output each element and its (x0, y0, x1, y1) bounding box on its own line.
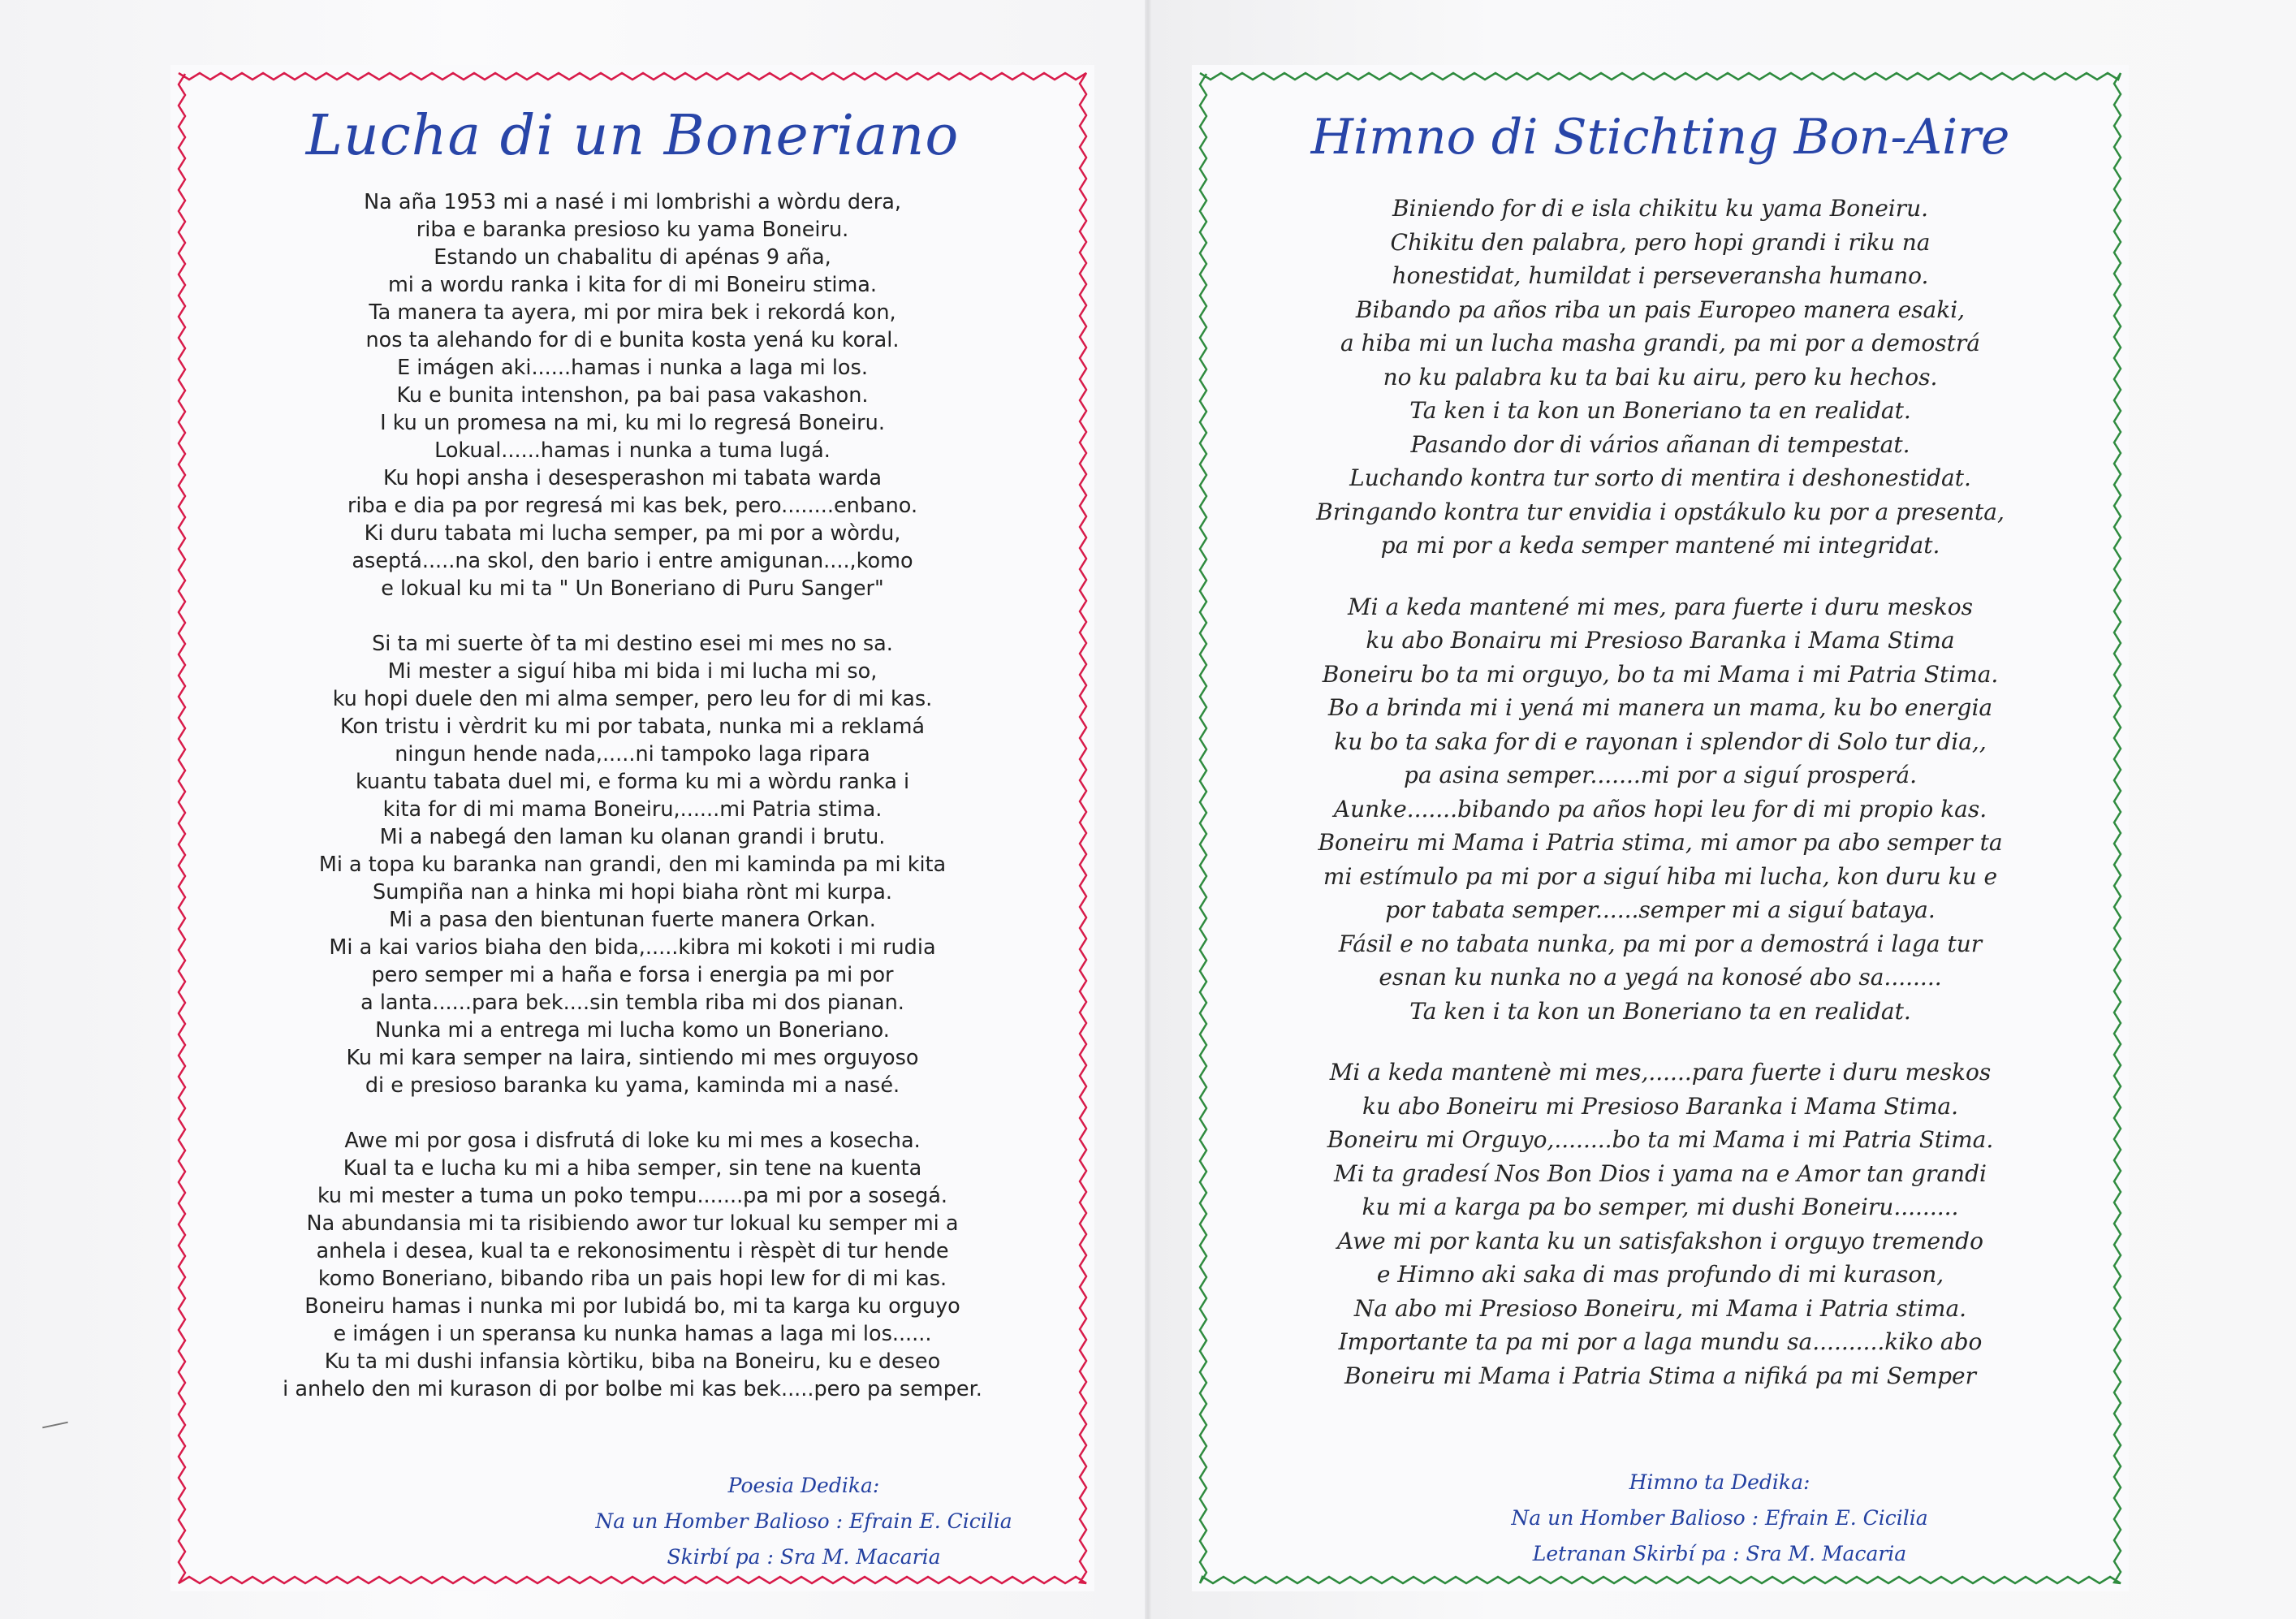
poem-line: Mi a topa ku baranka nan grandi, den mi kaminda pa mi kita (318, 853, 947, 877)
poem-line: Na abundansia mi ta risibiendo awor tur lokual ku semper mi a (306, 1211, 959, 1236)
poem-line: Na abo mi Presioso Boneiru, mi Mama i Patria stima. (1353, 1294, 1967, 1322)
poem-line: pero semper mi a haña e forsa i energia pa mi por (371, 963, 894, 987)
poem-line: Mi a keda mantené mi mes, para fuerte i duru meskos (1348, 593, 1973, 620)
poem-line: Mi a pasa den bientunan fuerte manera Orkan. (389, 908, 876, 932)
poem-line: Ku ta mi dushi infansia kòrtiku, biba na Boneiru, ku e deseo (324, 1349, 941, 1374)
poem-line: Ta manera ta ayera, mi por mira bek i rekordá kon, (369, 300, 896, 325)
poem-line: pa asina semper.......mi por a siguí prosperá. (1404, 762, 1917, 788)
poem-line: ku abo Boneiru mi Presioso Baranka i Mama Stima. (1362, 1092, 1958, 1120)
dedication-line: Poesia Dedika: (727, 1474, 880, 1497)
left-poem-body (170, 188, 1094, 1403)
poem-line: Na aña 1953 mi a nasé i mi lombrishi a wòrdu dera, (364, 190, 901, 214)
poem-line: Bringando kontra tur envidia i opstákulo ku por a presenta, (1316, 498, 2005, 525)
poem-line: Boneiru mi Orguyo,........bo ta mi Mama i mi Patria Stima. (1327, 1126, 1994, 1153)
poem-line: Aunke.......bibando pa años hopi leu for di mi propio kas. (1333, 795, 1987, 822)
poem-line: Fásil e no tabata nunka, pa mi por a demostrá i laga tur (1338, 930, 1983, 957)
poem-line: ku mi mester a tuma un poko tempu.......pa mi por a sosegá. (317, 1184, 948, 1208)
poem-line: mi a wordu ranka i kita for di mi Boneiru stima. (387, 273, 878, 297)
poem-line: pa mi por a keda semper mantené mi integridat. (1380, 532, 1940, 559)
poem-line: esnan ku nunka no a yegá na konosé abo sa........ (1379, 964, 1942, 991)
poem-line: Boneiru hamas i nunka mi por lubidá bo, mi ta karga ku orguyo (304, 1294, 960, 1319)
poem-line: Kon tristu i vèrdrit ku mi por tabata, nunka mi a reklamá (339, 715, 926, 739)
poem-line: Sumpiña nan a hinka mi hopi biaha rònt mi kurpa. (373, 880, 892, 904)
dedication-line: Skirbí pa : Sra M. Macaria (667, 1545, 941, 1569)
left-dedication (520, 1468, 1088, 1575)
poem-line: Nunka mi a entrega mi lucha komo un Boneriano. (375, 1018, 890, 1043)
poem-line: Biniendo for di e isla chikitu ku yama Boneiru. (1392, 195, 1929, 222)
poem-line: por tabata semper......semper mi a siguí bataya. (1385, 896, 1936, 923)
poem-line: E imágen aki......hamas i nunka a laga mi los. (397, 356, 868, 380)
dedication-line: Na un Homber Balioso : Efrain E. Cicilia (1511, 1506, 1928, 1530)
poem-line: Kual ta e lucha ku mi a hiba semper, sin tene na kuenta (343, 1156, 922, 1181)
poem-line: Chikitu den palabra, pero hopi grandi i riku na (1390, 228, 1931, 256)
stanza (170, 188, 1094, 602)
dedication-line: Na un Homber Balioso : Efrain E. Cicilia (595, 1509, 1012, 1533)
poem-line: e imágen i un speransa ku nunka hamas a laga mi los...... (333, 1322, 932, 1346)
poem-line: a lanta......para bek....sin tembla riba mi dos pianan. (360, 991, 904, 1015)
dedication-line: Himno ta Dedika: (1629, 1470, 1810, 1494)
poem-line: Ku e bunita intenshon, pa bai pasa vakashon. (396, 383, 869, 408)
poem-line: Importante ta pa mi por a laga mundu sa..........kiko abo (1338, 1328, 1983, 1355)
poem-line: Ki duru tabata mi lucha semper, pa mi por a wòrdu, (364, 521, 901, 546)
poem-line: riba e dia pa por regresá mi kas bek, pero........enbano. (347, 494, 918, 518)
poem-line: mi estímulo pa mi por a siguí hiba mi lucha, kon duru ku e (1323, 862, 1998, 890)
poem-line: Ku hopi ansha i desesperashon mi tabata warda (383, 466, 882, 490)
poem-line: aseptá.....na skol, den bario i entre amigunan....,komo (352, 549, 913, 573)
page-fold (1145, 0, 1151, 1619)
left-poem-title: Lucha di un Boneriano (305, 104, 960, 168)
right-poem-title: Himno di Stichting Bon-Aire (1310, 109, 2010, 166)
poem-line: Ku mi kara semper na laira, sintiendo mi mes orguyoso (346, 1046, 919, 1070)
poem-line: no ku palabra ku ta bai ku airu, pero ku hechos. (1383, 363, 1938, 391)
poem-line: i anhelo den mi kurason di por bolbe mi kas bek.....pero pa semper. (283, 1377, 982, 1401)
poem-line: Bo a brinda mi i yená mi manera un mama, ku bo energia (1327, 694, 1993, 721)
poem-line: anhela i desea, kual ta e rekonosimentu i rèspèt di tur hende (316, 1239, 949, 1263)
poem-line: di e presioso baranka ku yama, kaminda mi a nasé. (365, 1073, 900, 1098)
poem-line: nos ta alehando for di e bunita kosta yená ku koral. (365, 328, 900, 352)
stanza (170, 1127, 1094, 1403)
poem-line: Boneiru bo ta mi orguyo, bo ta mi Mama i mi Patria Stima. (1322, 660, 1999, 688)
poem-line: ningun hende nada,.....ni tampoko laga ripara (395, 742, 870, 766)
poem-line: Mi a nabegá den laman ku olanan grandi i brutu. (379, 825, 886, 849)
poem-line: ku abo Bonairu mi Presioso Baranka i Mama Stima (1366, 627, 1955, 654)
poem-line: Boneiru mi Mama i Patria Stima a nifiká pa mi Semper (1344, 1362, 1976, 1389)
poem-line: Pasando dor di vários añanan di tempestat. (1410, 430, 1910, 458)
poem-line: Lokual......hamas i nunka a tuma lugá. (434, 438, 831, 463)
poem-line: riba e baranka presioso ku yama Boneiru. (416, 218, 849, 242)
poem-line: ku mi a karga pa bo semper, mi dushi Boneiru......... (1362, 1194, 1959, 1220)
poem-line: Mi ta gradesí Nos Bon Dios i yama na e Amor tan grandi (1334, 1159, 1987, 1187)
poem-line: Mi a keda mantenè mi mes,......para fuerte i duru meskos (1329, 1059, 1992, 1086)
poem-line: Mi mester a siguí hiba mi bida i mi lucha mi so, (387, 659, 878, 684)
left-poem-panel (170, 65, 1094, 1591)
poem-line: Estando un chabalitu di apénas 9 aña, (434, 245, 831, 270)
stanza (170, 630, 1094, 1099)
right-poem-panel (1192, 65, 2129, 1591)
dedication-line: Letranan Skirbí pa : Sra M. Macaria (1532, 1542, 1907, 1565)
stanza (1192, 192, 2129, 563)
poem-line: e Himno aki saka di mas profundo di mi kurason, (1376, 1261, 1944, 1288)
poem-line: I ku un promesa na mi, ku mi lo regresá Boneiru. (380, 411, 885, 435)
poem-line: Si ta mi suerte òf ta mi destino esei mi mes no sa. (372, 632, 893, 656)
poem-line: Awe mi por gosa i disfrutá di loke ku mi mes a kosecha. (344, 1129, 921, 1153)
poem-line: Bibando pa años riba un pais Europeo manera esaki, (1355, 296, 1966, 323)
poem-line: e lokual ku mi ta " Un Boneriano di Puru Sanger" (381, 576, 884, 601)
poem-line: Mi a kai varios biaha den bida,.....kibra mi kokoti i mi rudia (329, 935, 936, 960)
poem-line: kuantu tabata duel mi, e forma ku mi a wòrdu ranka i (355, 770, 910, 794)
poem-line: honestidat, humildat i perseveransha humano. (1392, 262, 1929, 289)
poem-line: Ta ken i ta kon un Boneriano ta en realidat. (1409, 397, 1911, 424)
stanza (1192, 590, 2129, 1029)
poem-line: Ta ken i ta kon un Boneriano ta en realidat. (1409, 997, 1911, 1025)
right-dedication (1435, 1465, 2004, 1572)
poem-line: kita for di mi mama Boneiru,......mi Patria stima. (382, 797, 883, 822)
poem-line: komo Boneriano, bibando riba un pais hopi lew for di mi kas. (317, 1267, 947, 1291)
stanza (1192, 1056, 2129, 1392)
poem-line: Luchando kontra tur sorto di mentira i deshonestidat. (1349, 464, 1971, 491)
poem-line: a hiba mi un lucha masha grandi, pa mi por a demostrá (1340, 330, 1980, 356)
poem-line: Boneiru mi Mama i Patria stima, mi amor pa abo semper ta (1318, 829, 2003, 856)
poem-line: ku bo ta saka for di e rayonan i splendor di Solo tur dia,, (1334, 727, 1987, 755)
poem-line: ku hopi duele den mi alma semper, pero leu for di mi kas. (332, 687, 933, 711)
poem-line: Awe mi por kanta ku un satisfakshon i orguyo tremendo (1337, 1227, 1983, 1254)
right-poem-body (1192, 192, 2129, 1392)
